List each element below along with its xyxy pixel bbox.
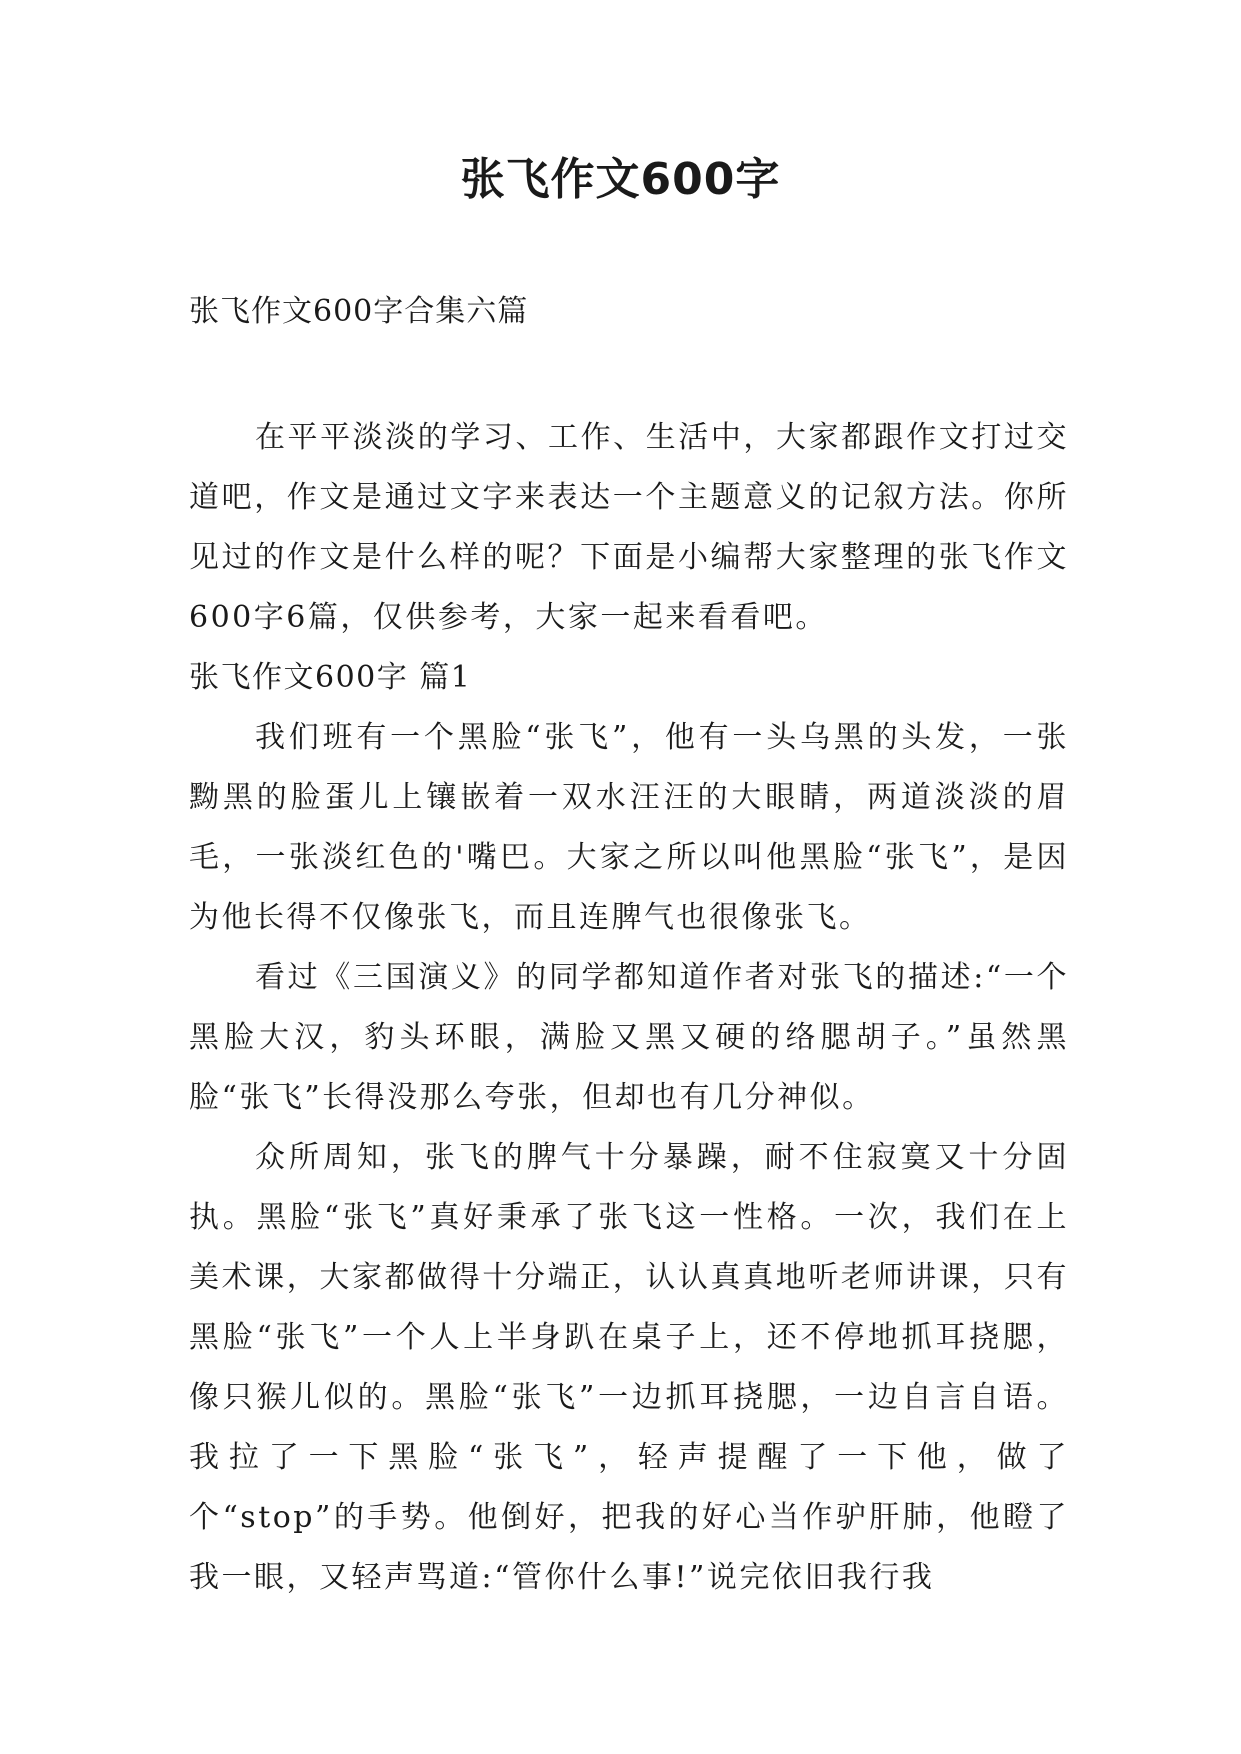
body-paragraph-3: 众所周知，张飞的脾气十分暴躁，耐不住寂寞又十分固执。黑脸“张飞”真好秉承了张飞这一性格。一次，我们在上美术课，大家都做得十分端正，认认真真地听老师讲课，只有黑脸“张飞”一个人上半身趴在桌子上，还不停地抓耳挠腮，像只猴儿似的。黑脸“张飞”一边抓耳挠腮，一边自言自语。我拉了一下黑脸“张飞”，轻声提醒了一下他，做了个“stop”的手势。他倒好，把我的好心当作驴肝肺，他瞪了我一眼，又轻声骂道:“管你什么事!”说完依旧我行我 [189, 1140, 1069, 1595]
body-paragraph-2: 看过《三国演义》的同学都知道作者对张飞的描述:“一个黑脸大汉，豹头环眼，满脸又黑又硬的络腮胡子。”虽然黑脸“张飞”长得没那么夸张，但却也有几分神似。 [189, 960, 1069, 1115]
intro-paragraph: 在平平淡淡的学习、工作、生活中，大家都跟作文打过交道吧，作文是通过文字来表达一个主题意义的记叙方法。你所见过的作文是什么样的呢？下面是小编帮大家整理的张飞作文600字6篇，仅供参考，大家一起来看看吧。 [189, 420, 1069, 635]
document-body [189, 408, 1069, 1608]
body-paragraph-1: 我们班有一个黑脸“张飞”，他有一头乌黑的头发，一张黝黑的脸蛋儿上镶嵌着一双水汪汪的大眼睛，两道淡淡的眉毛，一张淡红色的'嘴巴。大家之所以叫他黑脸“张飞”，是因为他长得不仅像张飞，而且连脾气也很像张飞。 [189, 720, 1069, 935]
document-subtitle: 张飞作文600字合集六篇 [189, 294, 529, 329]
section-heading: 张飞作文600字 篇1 [189, 660, 472, 695]
document-title: 张飞作文600字 [460, 154, 781, 205]
